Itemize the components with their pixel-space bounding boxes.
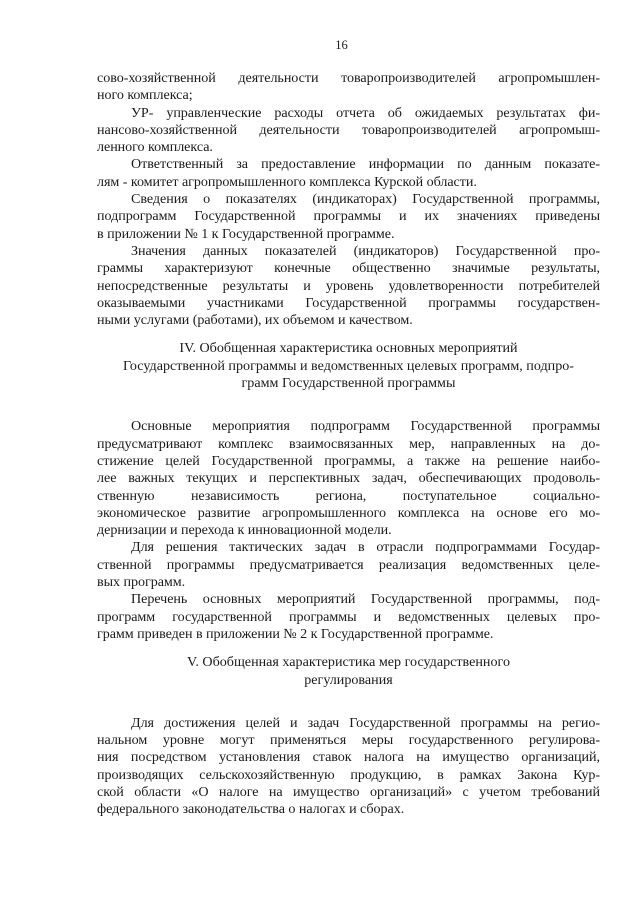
text-line: ственной программы предусматривается реализация ведомственных целе- [97, 556, 600, 573]
spacer [97, 689, 600, 715]
paragraph [97, 591, 600, 643]
text-line: ленного комплекса. [97, 139, 213, 156]
spacer [97, 329, 600, 340]
heading-line: Государственной программы и ведомственных целевых программ, подпро- [122, 357, 574, 374]
text-line: ного комплекса; [97, 87, 193, 104]
paragraph [97, 243, 600, 329]
heading-line: IV. Обобщенная характеристика основных мероприятий [179, 340, 518, 357]
text-line: граммы характеризуют конечные общественно значимые результаты, [97, 260, 600, 277]
text-line: лям - комитет агропромышленного комплекса Курской области. [97, 173, 477, 190]
paragraph [97, 418, 600, 539]
paragraph [97, 539, 600, 591]
text-line: ния посредством установления ставок налога на имущество организаций, [97, 749, 600, 766]
text-line: оказываемыми участниками Государственной программы государствен- [97, 294, 600, 311]
text-line: дернизации и перехода к инновационной модели. [97, 522, 392, 539]
text-line: Перечень основных мероприятий Государственной программы, под- [131, 591, 600, 608]
text-line: подпрограмм Государственной программы и их значениях приведены [97, 208, 600, 225]
text-line: федерального законодательства о налогах и сборах. [97, 801, 405, 818]
page-number: 16 [335, 38, 348, 52]
text-line: Значения данных показателей (индикаторов) Государственной про- [131, 242, 600, 259]
text-line: Основные мероприятия подпрограмм Государственной программы [131, 418, 600, 435]
paragraph [97, 105, 600, 157]
text-line: экономическое развитие агропромышленного комплекса на основе его мо- [97, 504, 600, 521]
text-line: программ государственной программы и ведомственных целевых про- [97, 608, 600, 625]
text-line: нансово-хозяйственной деятельности товаропроизводителей агропромыш- [97, 121, 600, 138]
paragraph [97, 156, 600, 191]
paragraph [97, 70, 600, 105]
spacer [97, 643, 600, 654]
text-line: УР- управленческие расходы отчета об ожидаемых результатах фи- [131, 104, 600, 121]
heading-line: регулирования [304, 671, 393, 688]
text-line: лее важных текущих и перспективных задач, обеспечивающих продоволь- [97, 470, 600, 487]
heading-line: грамм Государственной программы [241, 375, 456, 392]
text-line: ными услугами (работами), их объемом и качеством. [97, 312, 413, 329]
section-heading [97, 654, 600, 689]
document-body [97, 70, 600, 819]
text-line: Для достижения целей и задач Государственной программы на регио- [131, 714, 600, 731]
text-line: в приложении № 1 к Государственной программе. [97, 225, 395, 242]
text-line: производящих сельскохозяйственную продукцию, в рамках Закона Кур- [97, 766, 600, 783]
text-line: нальном уровне могут применяться меры государственного регулирова- [97, 732, 600, 749]
text-line: ской области «О налоге на имущество организаций» с учетом требований [97, 783, 600, 800]
text-line: стижение целей Государственной программы, а также на решение наибо- [97, 452, 600, 469]
paragraph [97, 715, 600, 819]
section-heading [97, 340, 600, 392]
spacer [97, 392, 600, 418]
text-line: непосредственные результаты и уровень удовлетворенности потребителей [97, 277, 600, 294]
paragraph [97, 191, 600, 243]
heading-line: V. Обобщенная характеристика мер государственного [186, 654, 510, 671]
text-line: Ответственный за предоставление информации по данным показате- [131, 156, 600, 173]
text-line: ственную независимость региона, поступательное социально- [97, 487, 600, 504]
text-line: грамм приведен в приложении № 2 к Государственной программе. [97, 625, 494, 642]
text-line: предусматривают комплекс взаимосвязанных мер, направленных на до- [97, 435, 600, 452]
text-line: Для решения тактических задач в отрасли подпрограммами Государ- [131, 539, 600, 556]
text-line: вых программ. [97, 574, 186, 591]
text-line: сово-хозяйственной деятельности товаропроизводителей агропромышлен- [97, 70, 600, 86]
text-line: Сведения о показателях (индикаторах) Государственной программы, [131, 191, 600, 208]
